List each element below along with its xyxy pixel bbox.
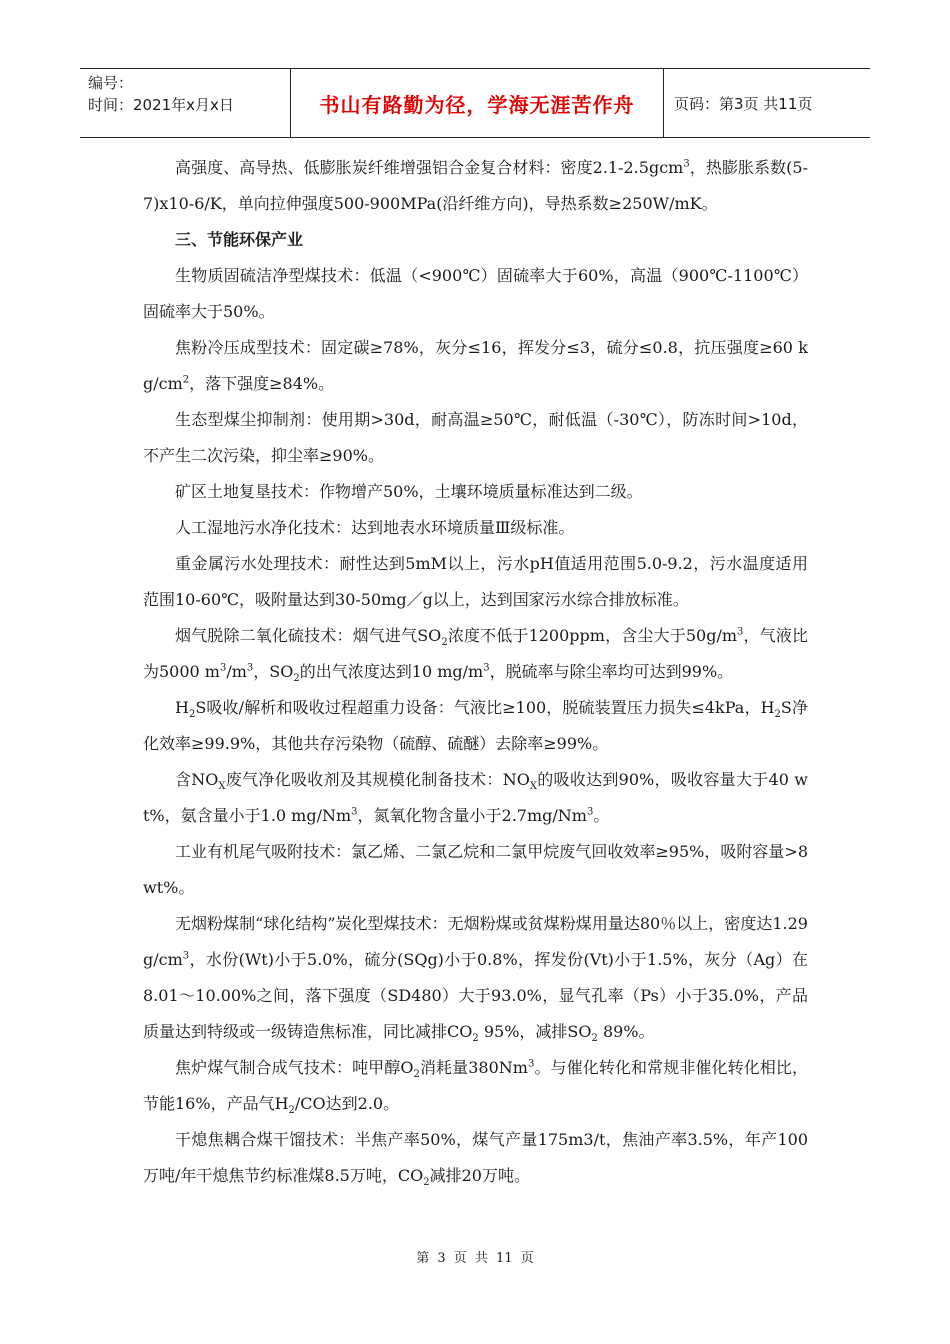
text-run: 烟气脱除二氧化硫技术：烟气进气SO	[175, 626, 442, 645]
text-run: 的出气浓度达到10 mg/m	[299, 662, 484, 681]
superscript: 3	[527, 1058, 535, 1070]
text-run: 消耗量380Nm	[419, 1058, 528, 1077]
superscript: 3	[483, 662, 490, 674]
text-run: ，脱硫率与除尘率均可达到99%。	[489, 662, 734, 681]
text-run: 生物质固硫洁净型煤技术：低温（<900℃）固硫率大于60%，高温（900℃-1100℃）固硫率大于50%。	[143, 266, 808, 321]
text-run: H	[175, 698, 189, 717]
subscript: 2	[441, 637, 448, 649]
text-run: 生态型煤尘抑制剂：使用期>30d，耐高温≥50℃，耐低温（-30℃），防冻时间>10d，不产生二次污染，抑尘率≥90%。	[143, 410, 808, 465]
document-body	[143, 150, 808, 1194]
superscript: 2	[182, 374, 190, 386]
text-run: ，落下强度≥84%。	[189, 374, 335, 393]
text-run: S吸收/解析和吸收过程超重力设备：气液比≥100，脱硫装置压力损失≤4kPa，H	[195, 698, 775, 717]
paragraph	[143, 906, 808, 1050]
superscript: 3	[737, 626, 744, 638]
paragraph	[143, 690, 808, 762]
text-run: 减排20万吨。	[429, 1166, 530, 1185]
subscript: 2	[472, 1033, 479, 1045]
subscript: 2	[188, 709, 196, 721]
subscript: 2	[288, 1105, 295, 1117]
text-run: ，水份(Wt)小于5.0%，硫分(SQg)小于0.8%，挥发份(Vt)小于1.5%，灰分（Ag）在8.01～10.00%之间，落下强度（SD480）大于93.0%，显气孔率（Ps）小于35.0%，产品质量达到特级或一级铸造焦标准，同比减排CO	[143, 950, 808, 1041]
subscript: 2	[423, 1177, 430, 1189]
text-run: 高强度、高导热、低膨胀炭纤维增强铝合金复合材料：密度2.1-2.5gcm	[175, 158, 684, 177]
paragraph	[143, 402, 808, 474]
serial-number-label: 编号：	[88, 74, 134, 92]
header-left-cell	[80, 69, 290, 137]
superscript: 3	[586, 806, 594, 818]
subscript: 2	[413, 1069, 420, 1081]
text-run: /CO达到2.0。	[294, 1094, 400, 1113]
header-page-info: 页码：第3页 共11页	[674, 94, 813, 113]
text-run: 干熄焦耦合煤干馏技术：半焦产率50%，煤气产量175m3/t，焦油产率3.5%，年产100万吨/年干熄焦节约标准煤8.5万吨，CO	[143, 1130, 808, 1185]
text-run: 。	[593, 806, 610, 825]
text-run: 。与催化转化和常规非催化转化相比，节能16%，产品气H	[143, 1058, 808, 1113]
superscript: 3	[246, 662, 254, 674]
text-run: 89%。	[597, 1022, 655, 1041]
text-run: ，气液比为5000 m	[143, 626, 808, 681]
text-run: 废气净化吸收剂及其规模化制备技术：NO	[225, 770, 530, 789]
paragraph	[143, 1050, 808, 1122]
text-run: 人工湿地污水净化技术：达到地表水环境质量Ⅲ级标准。	[175, 518, 575, 537]
page-header	[80, 68, 870, 138]
text-run: 浓度不低于1200ppm，含尘大于50g/m	[447, 626, 738, 645]
superscript: 3	[683, 158, 690, 170]
section-heading	[143, 222, 808, 258]
text-run: S净化效率≥99.9%，其他共存污染物（硫醇、硫醚）去除率≥99%。	[143, 698, 808, 753]
subscript: X	[218, 781, 226, 793]
subscript: X	[529, 781, 537, 793]
text-run: ，热膨胀系数(5-7)x10-6/K，单向拉伸强度500-900MPa(沿纤维方向)，导热系数≥250W/mK。	[143, 158, 808, 213]
text-run: 焦炉煤气制合成气技术：吨甲醇O	[175, 1058, 414, 1077]
date-label: 时间：2021年x月x日	[88, 96, 234, 114]
text-run: 矿区土地复垦技术：作物增产50%，土壤环境质量标准达到二级。	[175, 482, 643, 501]
paragraph	[143, 834, 808, 906]
paragraph	[143, 1122, 808, 1194]
paragraph	[143, 546, 808, 618]
header-motto: 书山有路勤为径，学海无涯苦作舟	[290, 69, 664, 137]
superscript: 3	[351, 806, 358, 818]
text-run: 95%，减排SO	[478, 1022, 592, 1041]
text-run: 的吸收达到90%，吸收容量大于40 wt%，氨含量小于1.0 mg/Nm	[143, 770, 808, 825]
text-run: 工业有机尾气吸附技术：氯乙烯、二氯乙烷和二氯甲烷废气回收效率≥95%，吸附容量>8wt%。	[143, 842, 808, 897]
text-run: 重金属污水处理技术：耐性达到5mM以上，污水pH值适用范围5.0-9.2，污水温度适用范围10-60℃，吸附量达到30-50mg／g以上，达到国家污水综合排放标准。	[143, 554, 808, 609]
paragraph	[143, 258, 808, 330]
subscript: 2	[591, 1033, 598, 1045]
text-run: 三、节能环保产业	[175, 230, 304, 249]
paragraph	[143, 618, 808, 690]
text-run: /m	[226, 662, 247, 681]
text-run: ，SO	[253, 662, 294, 681]
paragraph	[143, 510, 808, 546]
paragraph	[143, 150, 808, 222]
text-run: 含NO	[175, 770, 219, 789]
subscript: 2	[293, 673, 300, 685]
subscript: 2	[774, 709, 781, 721]
page-footer: 第 3 页 共 11 页	[416, 1251, 534, 1266]
paragraph	[143, 474, 808, 510]
text-run: 无烟粉煤制“球化结构”炭化型煤技术：无烟粉煤或贫煤粉煤用量达80％以上，密度达1.29g/cm	[143, 914, 808, 969]
text-run: 焦粉冷压成型技术：固定碳≥78%，灰分≤16，挥发分≤3，硫分≤0.8，抗压强度≥60 kg/cm	[143, 338, 808, 393]
paragraph	[143, 762, 808, 834]
paragraph	[143, 330, 808, 402]
superscript: 3	[182, 950, 190, 962]
superscript: 3	[219, 662, 227, 674]
text-run: ，氮氧化物含量小于2.7mg/Nm	[357, 806, 587, 825]
